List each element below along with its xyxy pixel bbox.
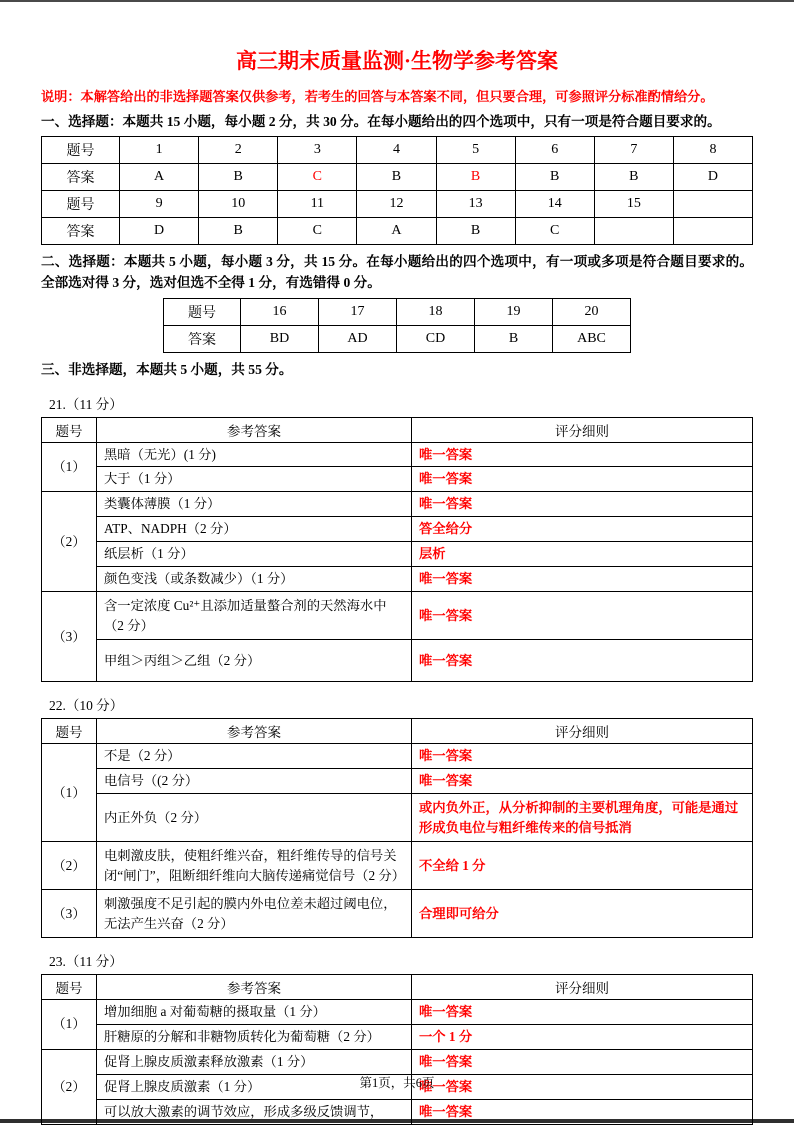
answer-cell: D	[120, 218, 199, 245]
table-row	[42, 467, 753, 492]
table-row	[42, 1000, 753, 1025]
col-header-scoring: 评分细则	[412, 719, 753, 744]
answer-cell-corrected: C	[278, 164, 357, 191]
scoring-detail-cell: 唯一答案	[412, 1000, 753, 1025]
reference-answer-cell: 可以放大激素的调节效应，形成多级反馈调节，	[97, 1099, 412, 1124]
answer-cell: A	[357, 218, 436, 245]
table-row	[42, 1099, 753, 1124]
page-title: 高三期末质量监测·生物学参考答案	[235, 49, 558, 73]
reference-answer-cell: 刺激强度不足引起的膜内外电位差未超过阈电位，无法产生兴奋（2 分）	[97, 890, 412, 938]
answer-cell: B	[515, 164, 594, 191]
question-number-cell: 19	[475, 299, 553, 326]
table-row	[42, 744, 753, 769]
scoring-detail-cell: 唯一答案	[412, 1099, 753, 1124]
question-number-cell: 2	[199, 137, 278, 164]
table-row	[42, 517, 753, 542]
answer-cell: B	[436, 218, 515, 245]
reference-answer-cell: 增加细胞 a 对葡萄糖的摄取量（1 分）	[97, 1000, 412, 1025]
answer-cell: ABC	[553, 326, 631, 353]
part-label-cell: （2）	[42, 842, 97, 890]
question-number-cell: 8	[673, 137, 752, 164]
table-row	[42, 492, 753, 517]
table-row	[42, 769, 753, 794]
question-number-cell: 10	[199, 191, 278, 218]
question-number-cell: 4	[357, 137, 436, 164]
grading-note: 说明：本解答给出的非选择题答案仅供参考，若考生的回答与本答案不同，但只要合理，可参照评分标准酌情给分。	[41, 89, 714, 105]
scoring-detail-cell: 唯一答案	[412, 492, 753, 517]
reference-answer-cell: 肝糖原的分解和非糖物质转化为葡萄糖（2 分）	[97, 1024, 412, 1049]
answer-row	[164, 326, 631, 353]
table-row	[42, 1024, 753, 1049]
row-label-cell: 题号	[42, 191, 120, 218]
part-label-cell: （1）	[42, 442, 97, 492]
part-label-cell: （1）	[42, 744, 97, 842]
row-label-cell: 答案	[42, 218, 120, 245]
col-header-scoring: 评分细则	[412, 975, 753, 1000]
answer-row	[42, 218, 753, 245]
question-number-cell: 17	[319, 299, 397, 326]
question-number-row	[42, 191, 753, 218]
reference-answer-cell: 促肾上腺皮质激素释放激素（1 分）	[97, 1049, 412, 1074]
question-number-cell: 5	[436, 137, 515, 164]
col-header-scoring: 评分细则	[412, 417, 753, 442]
table-row	[42, 640, 753, 682]
answer-cell: D	[673, 164, 752, 191]
page-number-footer: 第1页，共6页	[359, 1076, 435, 1090]
question-22-table	[41, 718, 753, 938]
section-1-heading: 一、选择题：本题共 15 小题，每小题 2 分，共 30 分。在每小题给出的四个选项中，只有一项是符合题目要求的。	[41, 114, 721, 130]
answer-cell-corrected: B	[436, 164, 515, 191]
table-row	[42, 794, 753, 842]
question-21-table	[41, 417, 753, 683]
row-label-cell: 题号	[42, 137, 120, 164]
table-row	[42, 442, 753, 467]
row-label-cell: 答案	[42, 164, 120, 191]
scoring-detail-cell: 唯一答案	[412, 640, 753, 682]
col-header-answer: 参考答案	[97, 975, 412, 1000]
scoring-detail-cell: 层析	[412, 542, 753, 567]
reference-answer-cell: 甲组＞丙组＞乙组（2 分）	[97, 640, 412, 682]
scoring-detail-cell: 唯一答案	[412, 442, 753, 467]
scoring-detail-cell: 或内负外正，从分析抑制的主要机理角度，可能是通过形成负电位与粗纤维传来的信号抵消	[412, 794, 753, 842]
answer-cell: C	[278, 218, 357, 245]
question-22-label: 22.（10 分）	[49, 698, 124, 714]
col-header-question: 题号	[42, 719, 97, 744]
answer-cell: A	[120, 164, 199, 191]
table-header-row	[42, 417, 753, 442]
question-number-cell: 9	[120, 191, 199, 218]
question-number-cell: 18	[397, 299, 475, 326]
row-label-cell: 题号	[164, 299, 241, 326]
part-label-cell: （2）	[42, 1049, 97, 1124]
scoring-detail-cell: 不全给 1 分	[412, 842, 753, 890]
reference-answer-cell: 黑暗（无光）(1 分)	[97, 442, 412, 467]
col-header-answer: 参考答案	[97, 719, 412, 744]
question-23-table	[41, 974, 753, 1125]
reference-answer-cell: 电刺激皮肤，使粗纤维兴奋，粗纤维传导的信号关闭“闸门”，阻断细纤维向大脑传递痛觉信号（2 分）	[97, 842, 412, 890]
scoring-detail-cell: 唯一答案	[412, 467, 753, 492]
scoring-detail-cell: 唯一答案	[412, 567, 753, 592]
answer-row	[42, 164, 753, 191]
question-23-label: 23.（11 分）	[49, 954, 123, 969]
table-row	[42, 842, 753, 890]
question-number-cell	[673, 191, 752, 218]
multi-choice-answer-table	[163, 298, 631, 353]
col-header-question: 题号	[42, 975, 97, 1000]
question-number-cell: 12	[357, 191, 436, 218]
reference-answer-cell: 纸层析（1 分）	[97, 542, 412, 567]
question-number-cell: 6	[515, 137, 594, 164]
section-2-heading: 二、选择题：本题共 5 小题，每小题 3 分，共 15 分。在每小题给出的四个选项中，有一项或多项是符合题目要求的。全部选对得 3 分，选对但选不全得 1 分，有选错得 0 分。	[41, 254, 753, 291]
reference-answer-cell: 颜色变浅（或条数减少）（1 分）	[97, 567, 412, 592]
table-header-row	[42, 719, 753, 744]
answer-cell	[673, 218, 752, 245]
answer-cell	[594, 218, 673, 245]
answer-cell: BD	[241, 326, 319, 353]
scoring-detail-cell: 唯一答案	[412, 1074, 753, 1099]
reference-answer-cell: 大于（1 分）	[97, 467, 412, 492]
scoring-detail-cell: 一个 1 分	[412, 1024, 753, 1049]
answer-cell: C	[515, 218, 594, 245]
part-label-cell: （3）	[42, 890, 97, 938]
question-number-cell: 3	[278, 137, 357, 164]
question-number-cell: 16	[241, 299, 319, 326]
answer-cell: B	[199, 164, 278, 191]
question-number-cell: 7	[594, 137, 673, 164]
single-choice-answer-table	[41, 136, 753, 245]
question-number-cell: 1	[120, 137, 199, 164]
answer-cell: AD	[319, 326, 397, 353]
question-number-cell: 20	[553, 299, 631, 326]
row-label-cell: 答案	[164, 326, 241, 353]
table-row	[42, 592, 753, 640]
table-row	[42, 890, 753, 938]
answer-cell: CD	[397, 326, 475, 353]
reference-answer-cell: 电信号（(2 分）	[97, 769, 412, 794]
reference-answer-cell: 不是（2 分）	[97, 744, 412, 769]
reference-answer-cell: 内正外负（2 分）	[97, 794, 412, 842]
scoring-detail-cell: 唯一答案	[412, 769, 753, 794]
question-number-cell: 14	[515, 191, 594, 218]
col-header-answer: 参考答案	[97, 417, 412, 442]
answer-cell: B	[475, 326, 553, 353]
question-number-cell: 13	[436, 191, 515, 218]
table-row	[42, 1049, 753, 1074]
part-label-cell: （3）	[42, 592, 97, 682]
question-number-row	[42, 137, 753, 164]
table-header-row	[42, 975, 753, 1000]
scoring-detail-cell: 唯一答案	[412, 1049, 753, 1074]
scoring-detail-cell: 唯一答案	[412, 744, 753, 769]
part-label-cell: （2）	[42, 492, 97, 592]
reference-answer-cell: 类囊体薄膜（1 分）	[97, 492, 412, 517]
question-number-row	[164, 299, 631, 326]
table-row	[42, 542, 753, 567]
scoring-detail-cell: 合理即可给分	[412, 890, 753, 938]
col-header-question: 题号	[42, 417, 97, 442]
part-label-cell: （1）	[42, 1000, 97, 1050]
question-21-label: 21.（11 分）	[49, 396, 123, 412]
answer-cell: B	[357, 164, 436, 191]
reference-answer-cell: ATP、NADPH（2 分）	[97, 517, 412, 542]
question-number-cell: 15	[594, 191, 673, 218]
scoring-detail-cell: 唯一答案	[412, 592, 753, 640]
section-3-heading: 三、非选择题，本题共 5 小题，共 55 分。	[41, 362, 293, 378]
reference-answer-cell: 含一定浓度 Cu²⁺且添加适量螯合剂的天然海水中（2 分）	[97, 592, 412, 640]
table-row	[42, 567, 753, 592]
scoring-detail-cell: 答全给分	[412, 517, 753, 542]
question-number-cell: 11	[278, 191, 357, 218]
reference-answer-cell: 促肾上腺皮质激素（1 分）	[97, 1074, 412, 1099]
answer-cell: B	[199, 218, 278, 245]
answer-cell: B	[594, 164, 673, 191]
